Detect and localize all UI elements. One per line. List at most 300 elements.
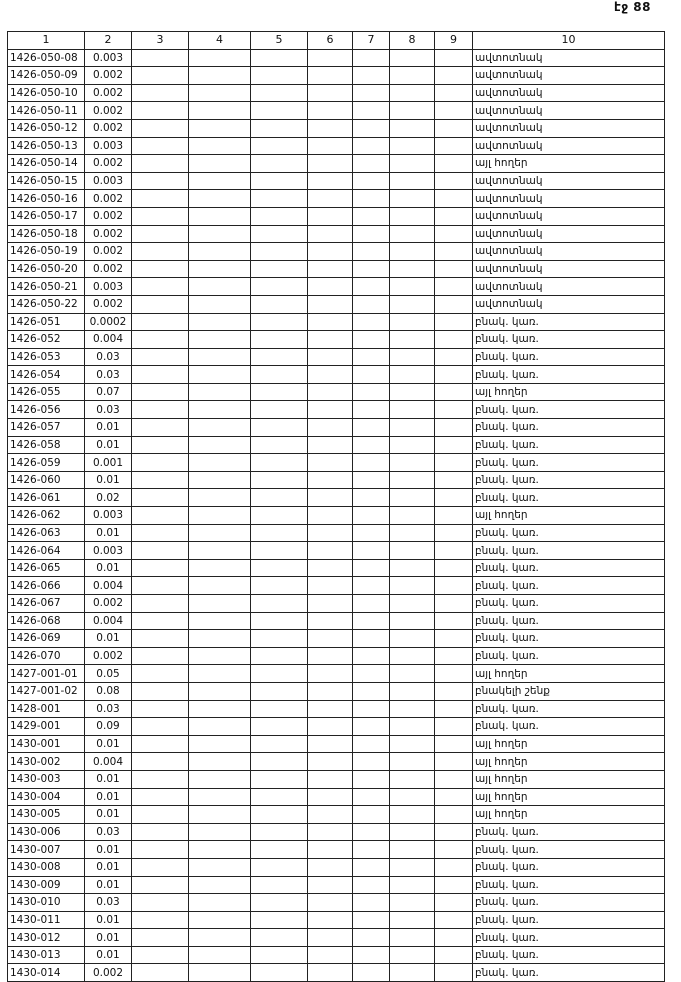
empty-cell — [308, 190, 353, 208]
empty-cell — [189, 454, 251, 472]
empty-cell — [189, 489, 251, 507]
parcel-code: 1426-050-20 — [8, 260, 85, 278]
empty-cell — [390, 313, 435, 331]
empty-cell — [251, 366, 308, 384]
empty-cell — [390, 454, 435, 472]
empty-cell — [390, 770, 435, 788]
empty-cell — [353, 647, 390, 665]
empty-cell — [308, 665, 353, 683]
empty-cell — [353, 137, 390, 155]
empty-cell — [390, 946, 435, 964]
empty-cell — [308, 858, 353, 876]
empty-cell — [189, 49, 251, 67]
empty-cell — [353, 524, 390, 542]
empty-cell — [132, 155, 189, 173]
land-use: բնակ. կառ. — [473, 331, 665, 349]
area-value: 0.002 — [85, 119, 132, 137]
empty-cell — [189, 559, 251, 577]
parcel-code: 1426-068 — [8, 612, 85, 630]
land-use: բնակ. կառ. — [473, 454, 665, 472]
empty-cell — [189, 207, 251, 225]
table-row — [8, 718, 665, 736]
table-row — [8, 49, 665, 67]
parcel-code: 1426-050-14 — [8, 155, 85, 173]
empty-cell — [189, 348, 251, 366]
empty-cell — [353, 366, 390, 384]
empty-cell — [353, 577, 390, 595]
empty-cell — [308, 295, 353, 313]
empty-cell — [390, 225, 435, 243]
empty-cell — [132, 577, 189, 595]
empty-cell — [251, 718, 308, 736]
land-use: այլ հողեր — [473, 770, 665, 788]
empty-cell — [189, 225, 251, 243]
empty-cell — [189, 119, 251, 137]
land-use: բնակ. կառ. — [473, 436, 665, 454]
empty-cell — [390, 595, 435, 613]
empty-cell — [189, 700, 251, 718]
empty-cell — [435, 841, 473, 859]
empty-cell — [435, 735, 473, 753]
empty-cell — [132, 858, 189, 876]
empty-cell — [132, 207, 189, 225]
parcel-code: 1426-050-10 — [8, 84, 85, 102]
table-row — [8, 313, 665, 331]
empty-cell — [132, 735, 189, 753]
empty-cell — [132, 507, 189, 525]
empty-cell — [251, 647, 308, 665]
table-row — [8, 929, 665, 947]
empty-cell — [132, 718, 189, 736]
empty-cell — [251, 172, 308, 190]
parcel-code: 1430-011 — [8, 911, 85, 929]
empty-cell — [308, 401, 353, 419]
empty-cell — [435, 155, 473, 173]
empty-cell — [308, 102, 353, 120]
parcel-code: 1426-055 — [8, 383, 85, 401]
empty-cell — [390, 682, 435, 700]
empty-cell — [251, 595, 308, 613]
empty-cell — [189, 647, 251, 665]
empty-cell — [353, 419, 390, 437]
area-value: 0.01 — [85, 770, 132, 788]
empty-cell — [189, 612, 251, 630]
empty-cell — [308, 84, 353, 102]
table-row — [8, 630, 665, 648]
empty-cell — [189, 155, 251, 173]
empty-cell — [435, 67, 473, 85]
empty-cell — [353, 401, 390, 419]
empty-cell — [308, 806, 353, 824]
empty-cell — [251, 383, 308, 401]
parcel-code: 1426-050-17 — [8, 207, 85, 225]
empty-cell — [390, 647, 435, 665]
empty-cell — [308, 612, 353, 630]
area-value: 0.01 — [85, 419, 132, 437]
parcel-code: 1430-007 — [8, 841, 85, 859]
parcel-code: 1426-057 — [8, 419, 85, 437]
empty-cell — [251, 946, 308, 964]
empty-cell — [189, 964, 251, 982]
table-row — [8, 102, 665, 120]
empty-cell — [308, 647, 353, 665]
empty-cell — [390, 964, 435, 982]
parcel-code: 1426-053 — [8, 348, 85, 366]
empty-cell — [390, 278, 435, 296]
column-header-1: 1 — [8, 32, 85, 50]
parcel-code: 1426-060 — [8, 471, 85, 489]
empty-cell — [353, 331, 390, 349]
empty-cell — [353, 665, 390, 683]
area-value: 0.002 — [85, 964, 132, 982]
empty-cell — [353, 806, 390, 824]
area-value: 0.003 — [85, 278, 132, 296]
empty-cell — [353, 735, 390, 753]
empty-cell — [132, 243, 189, 261]
empty-cell — [308, 207, 353, 225]
area-value: 0.002 — [85, 207, 132, 225]
empty-cell — [251, 612, 308, 630]
empty-cell — [435, 366, 473, 384]
empty-cell — [435, 630, 473, 648]
table-row — [8, 225, 665, 243]
table-row — [8, 366, 665, 384]
empty-cell — [132, 67, 189, 85]
land-use: բնակ. կառ. — [473, 348, 665, 366]
area-value: 0.01 — [85, 841, 132, 859]
empty-cell — [251, 788, 308, 806]
empty-cell — [353, 788, 390, 806]
empty-cell — [390, 894, 435, 912]
empty-cell — [308, 489, 353, 507]
area-value: 0.01 — [85, 788, 132, 806]
empty-cell — [251, 823, 308, 841]
empty-cell — [308, 964, 353, 982]
land-use: բնակ. կառ. — [473, 595, 665, 613]
area-value: 0.002 — [85, 225, 132, 243]
land-use: ավտոտնակ — [473, 278, 665, 296]
empty-cell — [132, 313, 189, 331]
column-header-7: 7 — [353, 32, 390, 50]
table-row — [8, 858, 665, 876]
empty-cell — [435, 876, 473, 894]
empty-cell — [353, 172, 390, 190]
area-value: 0.002 — [85, 595, 132, 613]
empty-cell — [308, 753, 353, 771]
empty-cell — [435, 419, 473, 437]
empty-cell — [435, 612, 473, 630]
table-row — [8, 155, 665, 173]
parcel-code: 1430-001 — [8, 735, 85, 753]
parcel-code: 1430-008 — [8, 858, 85, 876]
empty-cell — [435, 225, 473, 243]
table-row — [8, 911, 665, 929]
empty-cell — [390, 665, 435, 683]
empty-cell — [251, 137, 308, 155]
empty-cell — [251, 102, 308, 120]
table-row — [8, 454, 665, 472]
land-register-table — [7, 31, 665, 982]
table-row — [8, 647, 665, 665]
land-use: ավտոտնակ — [473, 49, 665, 67]
land-use: բնակ. կառ. — [473, 858, 665, 876]
empty-cell — [132, 401, 189, 419]
empty-cell — [390, 419, 435, 437]
empty-cell — [308, 524, 353, 542]
empty-cell — [251, 700, 308, 718]
empty-cell — [390, 753, 435, 771]
land-use: ավտոտնակ — [473, 260, 665, 278]
empty-cell — [390, 612, 435, 630]
empty-cell — [308, 718, 353, 736]
empty-cell — [390, 366, 435, 384]
area-value: 0.01 — [85, 735, 132, 753]
land-use: բնակ. կառ. — [473, 647, 665, 665]
land-use: բնակ. կառ. — [473, 612, 665, 630]
empty-cell — [390, 348, 435, 366]
page-number: էջ 88 — [613, 0, 651, 14]
empty-cell — [251, 49, 308, 67]
table-row — [8, 295, 665, 313]
empty-cell — [308, 155, 353, 173]
empty-cell — [435, 665, 473, 683]
empty-cell — [251, 665, 308, 683]
empty-cell — [435, 507, 473, 525]
empty-cell — [251, 841, 308, 859]
empty-cell — [132, 489, 189, 507]
empty-cell — [308, 841, 353, 859]
empty-cell — [390, 49, 435, 67]
area-value: 0.07 — [85, 383, 132, 401]
area-value: 0.03 — [85, 366, 132, 384]
parcel-code: 1427-001-02 — [8, 682, 85, 700]
empty-cell — [189, 84, 251, 102]
land-use: բնակ. կառ. — [473, 946, 665, 964]
empty-cell — [353, 841, 390, 859]
empty-cell — [308, 243, 353, 261]
table-row — [8, 806, 665, 824]
empty-cell — [132, 647, 189, 665]
land-use: բնակ. կառ. — [473, 700, 665, 718]
land-use: ավտոտնակ — [473, 119, 665, 137]
empty-cell — [308, 383, 353, 401]
empty-cell — [435, 559, 473, 577]
area-value: 0.004 — [85, 753, 132, 771]
parcel-code: 1430-010 — [8, 894, 85, 912]
empty-cell — [251, 454, 308, 472]
parcel-code: 1426-050-15 — [8, 172, 85, 190]
empty-cell — [308, 542, 353, 560]
empty-cell — [308, 313, 353, 331]
empty-cell — [251, 278, 308, 296]
empty-cell — [189, 735, 251, 753]
empty-cell — [251, 876, 308, 894]
empty-cell — [189, 753, 251, 771]
empty-cell — [308, 172, 353, 190]
empty-cell — [251, 735, 308, 753]
area-value: 0.03 — [85, 348, 132, 366]
empty-cell — [308, 559, 353, 577]
empty-cell — [251, 630, 308, 648]
empty-cell — [189, 471, 251, 489]
empty-cell — [132, 700, 189, 718]
empty-cell — [353, 313, 390, 331]
empty-cell — [189, 295, 251, 313]
table-row — [8, 665, 665, 683]
empty-cell — [189, 770, 251, 788]
table-row — [8, 788, 665, 806]
empty-cell — [435, 119, 473, 137]
empty-cell — [189, 278, 251, 296]
empty-cell — [251, 911, 308, 929]
area-value: 0.002 — [85, 155, 132, 173]
land-use: ավտոտնակ — [473, 102, 665, 120]
empty-cell — [353, 630, 390, 648]
area-value: 0.002 — [85, 295, 132, 313]
empty-cell — [435, 542, 473, 560]
land-use: բնակ. կառ. — [473, 823, 665, 841]
empty-cell — [390, 911, 435, 929]
empty-cell — [308, 735, 353, 753]
empty-cell — [308, 630, 353, 648]
empty-cell — [132, 419, 189, 437]
header-row — [8, 32, 665, 50]
empty-cell — [435, 401, 473, 419]
parcel-code: 1426-067 — [8, 595, 85, 613]
column-header-4: 4 — [189, 32, 251, 50]
area-value: 0.01 — [85, 559, 132, 577]
table-row — [8, 595, 665, 613]
parcel-code: 1426-063 — [8, 524, 85, 542]
empty-cell — [132, 612, 189, 630]
empty-cell — [435, 102, 473, 120]
area-value: 0.05 — [85, 665, 132, 683]
empty-cell — [390, 788, 435, 806]
empty-cell — [132, 102, 189, 120]
empty-cell — [132, 331, 189, 349]
area-value: 0.03 — [85, 894, 132, 912]
table-row — [8, 119, 665, 137]
empty-cell — [353, 507, 390, 525]
empty-cell — [132, 436, 189, 454]
empty-cell — [189, 137, 251, 155]
empty-cell — [390, 67, 435, 85]
column-header-10: 10 — [473, 32, 665, 50]
empty-cell — [390, 823, 435, 841]
empty-cell — [390, 383, 435, 401]
empty-cell — [189, 929, 251, 947]
empty-cell — [390, 331, 435, 349]
empty-cell — [189, 682, 251, 700]
empty-cell — [353, 682, 390, 700]
empty-cell — [189, 577, 251, 595]
empty-cell — [390, 207, 435, 225]
parcel-code: 1428-001 — [8, 700, 85, 718]
empty-cell — [132, 49, 189, 67]
empty-cell — [390, 84, 435, 102]
land-use: բնակ. կառ. — [473, 471, 665, 489]
parcel-code: 1426-052 — [8, 331, 85, 349]
empty-cell — [251, 858, 308, 876]
empty-cell — [435, 260, 473, 278]
area-value: 0.002 — [85, 243, 132, 261]
empty-cell — [308, 595, 353, 613]
empty-cell — [390, 295, 435, 313]
empty-cell — [390, 436, 435, 454]
table-row — [8, 700, 665, 718]
empty-cell — [353, 612, 390, 630]
empty-cell — [132, 278, 189, 296]
empty-cell — [132, 770, 189, 788]
parcel-code: 1426-065 — [8, 559, 85, 577]
column-header-3: 3 — [132, 32, 189, 50]
empty-cell — [132, 595, 189, 613]
empty-cell — [189, 841, 251, 859]
land-use: բնակ. կառ. — [473, 929, 665, 947]
empty-cell — [251, 225, 308, 243]
empty-cell — [353, 753, 390, 771]
empty-cell — [390, 137, 435, 155]
empty-cell — [251, 190, 308, 208]
empty-cell — [132, 682, 189, 700]
parcel-code: 1426-050-22 — [8, 295, 85, 313]
land-use: բնակ. կառ. — [473, 894, 665, 912]
parcel-code: 1426-056 — [8, 401, 85, 419]
empty-cell — [189, 102, 251, 120]
empty-cell — [435, 946, 473, 964]
empty-cell — [353, 471, 390, 489]
table-row — [8, 419, 665, 437]
table-row — [8, 260, 665, 278]
empty-cell — [132, 119, 189, 137]
empty-cell — [390, 858, 435, 876]
empty-cell — [189, 67, 251, 85]
empty-cell — [353, 102, 390, 120]
area-value: 0.01 — [85, 806, 132, 824]
empty-cell — [353, 436, 390, 454]
column-header-9: 9 — [435, 32, 473, 50]
land-use: բնակ. կառ. — [473, 911, 665, 929]
empty-cell — [132, 665, 189, 683]
area-value: 0.002 — [85, 102, 132, 120]
empty-cell — [390, 735, 435, 753]
empty-cell — [353, 84, 390, 102]
table-row — [8, 559, 665, 577]
empty-cell — [353, 155, 390, 173]
area-value: 0.09 — [85, 718, 132, 736]
empty-cell — [189, 665, 251, 683]
empty-cell — [353, 348, 390, 366]
table-row — [8, 207, 665, 225]
empty-cell — [435, 207, 473, 225]
empty-cell — [390, 700, 435, 718]
parcel-code: 1427-001-01 — [8, 665, 85, 683]
empty-cell — [308, 770, 353, 788]
empty-cell — [353, 823, 390, 841]
parcel-code: 1426-050-11 — [8, 102, 85, 120]
land-use: այլ հողեր — [473, 507, 665, 525]
land-use: բնակ. կառ. — [473, 366, 665, 384]
empty-cell — [435, 911, 473, 929]
land-use: ավտոտնակ — [473, 190, 665, 208]
empty-cell — [132, 190, 189, 208]
empty-cell — [251, 559, 308, 577]
area-value: 0.003 — [85, 49, 132, 67]
empty-cell — [189, 419, 251, 437]
table-row — [8, 383, 665, 401]
empty-cell — [390, 630, 435, 648]
empty-cell — [308, 507, 353, 525]
